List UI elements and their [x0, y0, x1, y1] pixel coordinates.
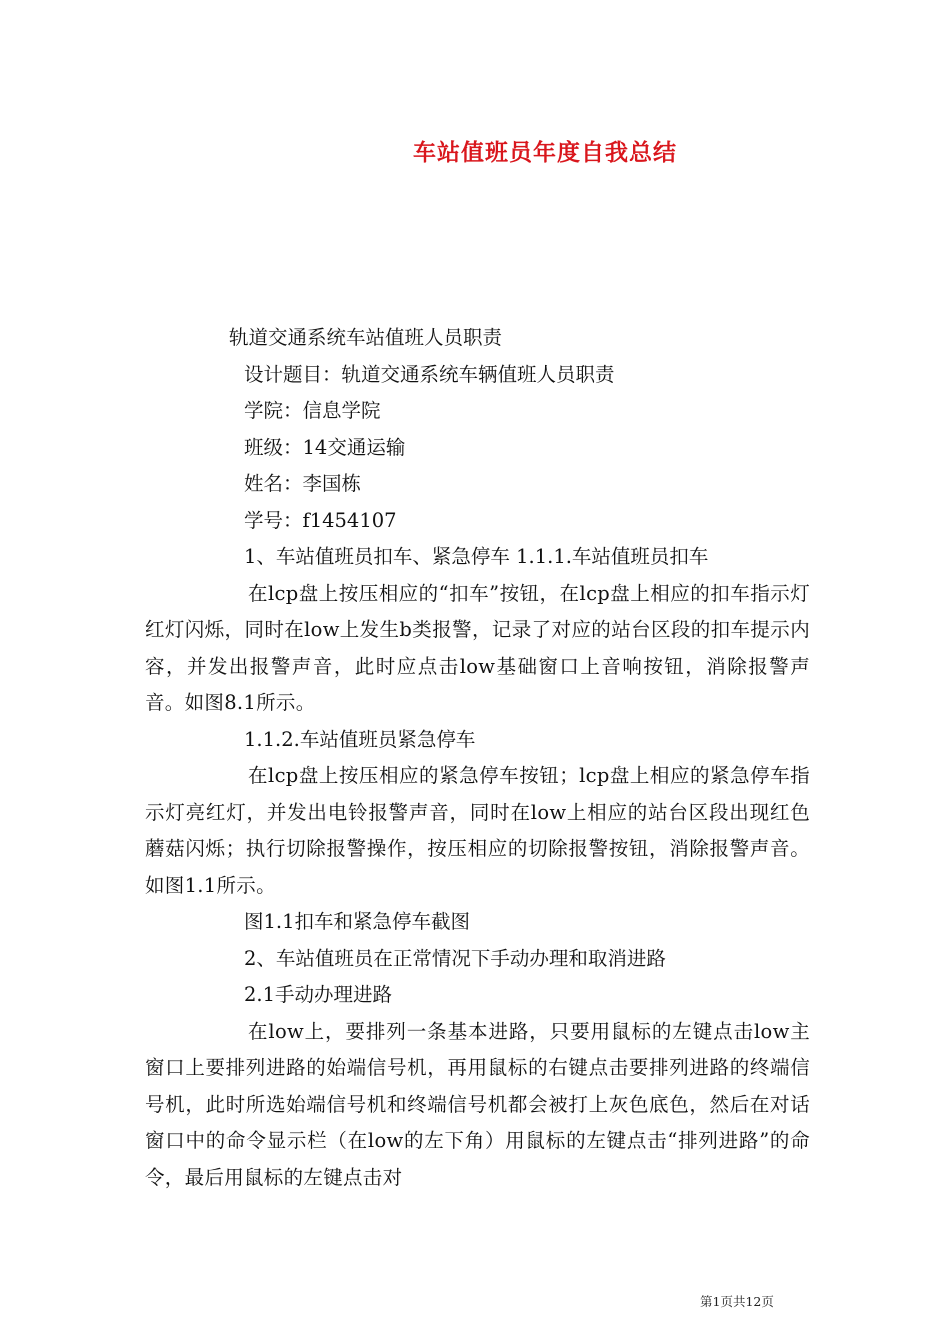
subsection-2-1: 2.1手动办理进路	[244, 983, 393, 1006]
meta-college: 学院：信息学院	[244, 399, 381, 422]
meta-student-id: 学号：f1454107	[244, 508, 397, 532]
paragraph-manual-route: 在low上，要排列一条基本进路，只要用鼠标的左键点击low主窗口上要排列进路的始端信号机，再用鼠标的右键点击要排列进路的终端信号机，此时所选始端信号机和终端信号机都会被打上灰色底色，然后在对话窗口中的命令显示栏（在low的左下角）用鼠标的左键点击“排列进路”的命令，最后用鼠标的左键点击对	[145, 1019, 810, 1189]
paragraph-hold-train: 在lcp盘上按压相应的“扣车”按钮，在lcp盘上相应的扣车指示灯红灯闪烁，同时在low上发生b类报警，记录了对应的站台区段的扣车提示内容，并发出报警声音，此时应点击low基础窗口上音响按钮，消除报警声音。如图8.1所示。	[145, 581, 810, 714]
section-2-heading: 2、车站值班员在正常情况下手动办理和取消进路	[244, 946, 666, 970]
paragraph-emergency-stop: 在lcp盘上按压相应的紧急停车按钮；lcp盘上相应的紧急停车指示灯亮红灯，并发出电铃报警声音，同时在low上相应的站台区段出现红色蘑菇闪烁；执行切除报警操作，按压相应的切除报警按钮，消除报警声音。如图1.1所示。	[145, 764, 810, 897]
document-heading: 轨道交通系统车站值班人员职责	[229, 326, 503, 349]
subsection-1-1-2: 1.1.2.车站值班员紧急停车	[244, 727, 476, 751]
document-body	[145, 320, 810, 1196]
meta-name: 姓名：李国栋	[244, 472, 362, 495]
meta-topic: 设计题目：轨道交通系统车辆值班人员职责	[244, 362, 615, 386]
page-number: 第1页共12页	[700, 1294, 774, 1309]
section-1-heading: 1、车站值班员扣车、紧急停车 1.1.1.车站值班员扣车	[244, 545, 709, 568]
document-title: 车站值班员年度自我总结	[413, 140, 677, 166]
meta-class: 班级：14交通运输	[244, 435, 406, 459]
figure-caption: 图1.1扣车和紧急停车截图	[244, 910, 471, 933]
